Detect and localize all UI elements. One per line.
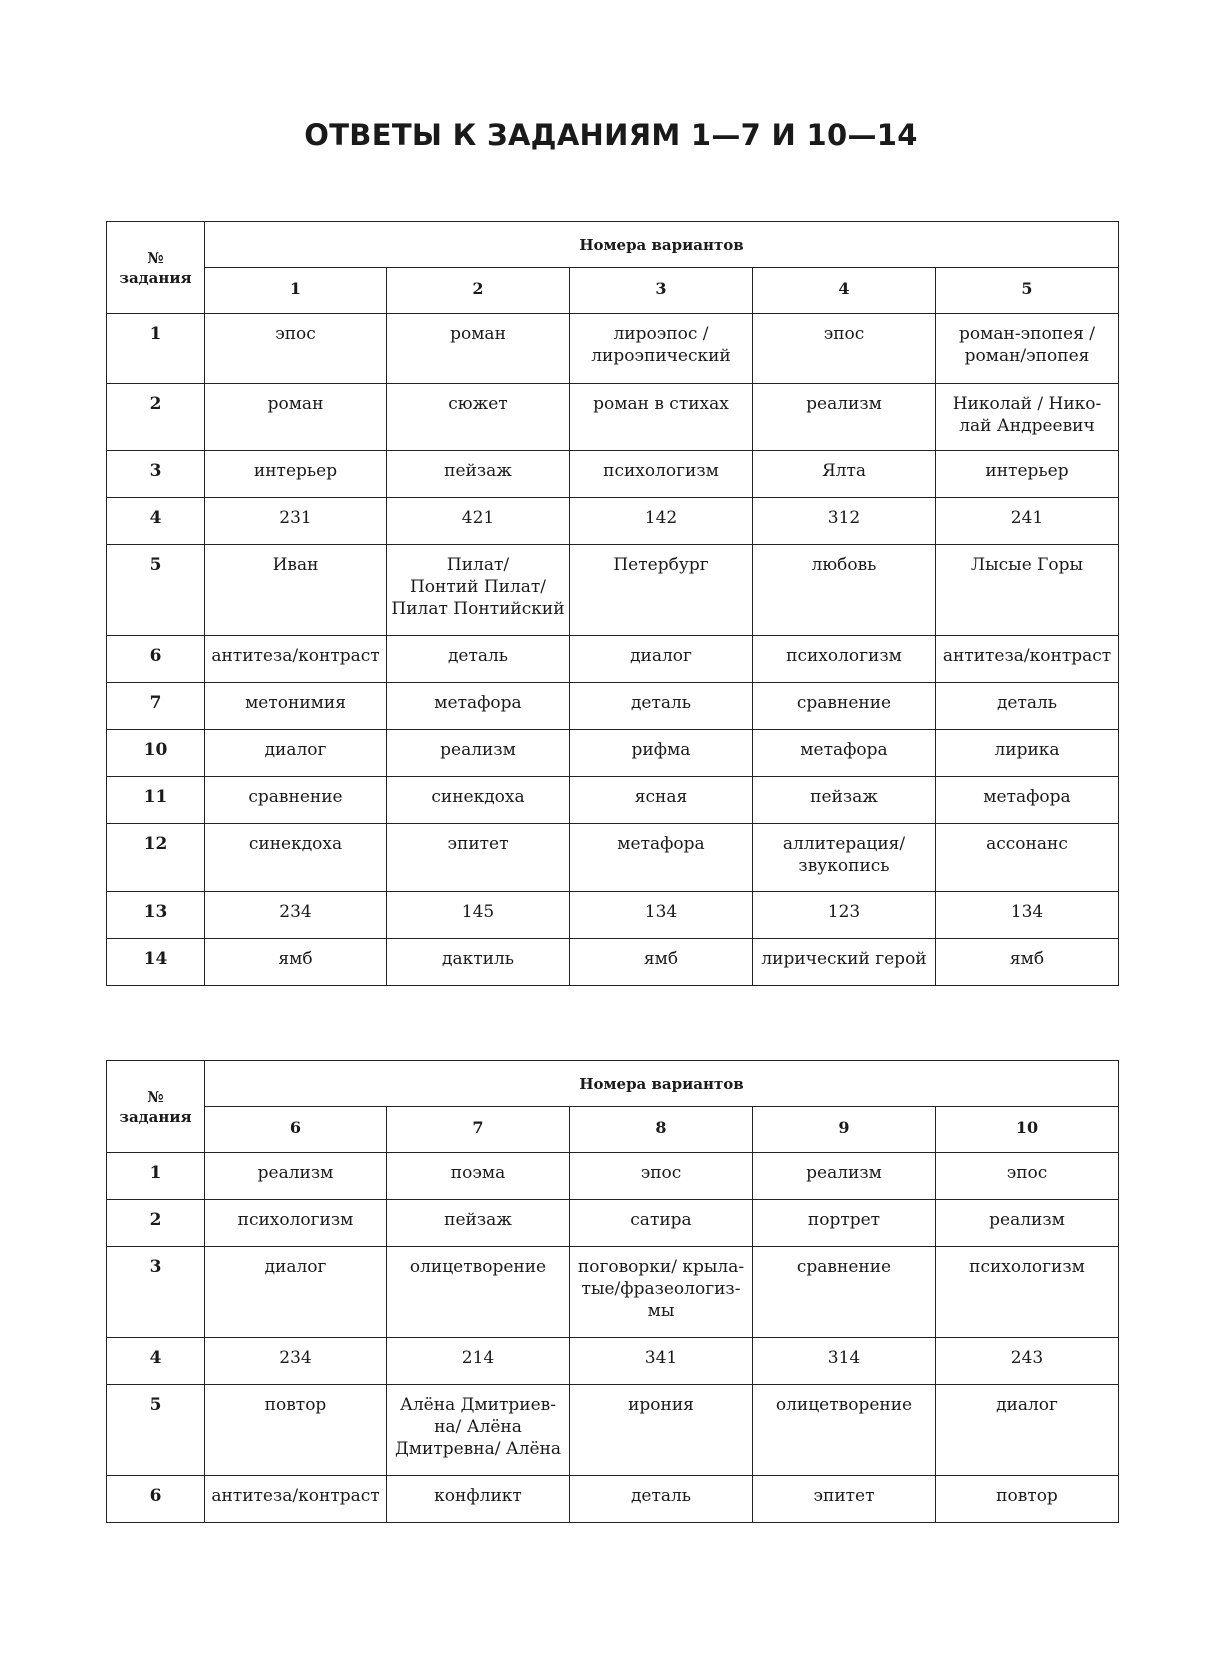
answer-cell <box>936 1247 1119 1338</box>
answer-cell <box>936 824 1119 892</box>
answer-text: Дмитревна/ Алёна <box>394 1439 562 1459</box>
answer-row <box>107 1200 1119 1247</box>
answer-text: синекдоха <box>248 834 343 854</box>
answer-text: деталь <box>630 693 692 713</box>
answer-text: Петербург <box>613 555 709 575</box>
answer-text: Николай / Нико- <box>952 394 1102 414</box>
answer-text: лай Андреевич <box>959 416 1095 436</box>
variants-group-header: Номера вариантов <box>205 222 1119 268</box>
answer-cell <box>205 1476 387 1523</box>
task-label: задания <box>119 268 192 287</box>
answer-cell <box>387 1247 570 1338</box>
answer-row <box>107 1385 1119 1476</box>
answer-text: повтор <box>996 1486 1058 1506</box>
answer-row <box>107 730 1119 777</box>
answer-text: 341 <box>644 1348 678 1368</box>
answer-cell <box>205 384 387 451</box>
variant-numbers-row <box>107 268 1119 314</box>
answer-cell <box>753 314 936 384</box>
answer-cell <box>387 314 570 384</box>
answer-cell <box>753 636 936 683</box>
answer-cell <box>936 1153 1119 1200</box>
answer-cell <box>570 892 753 939</box>
answer-text: психологизм <box>786 646 902 666</box>
group-header-row <box>107 1061 1119 1107</box>
answer-cell <box>936 314 1119 384</box>
answer-text: Пилат Понтийский <box>391 599 565 619</box>
task-number: 10 <box>107 730 205 777</box>
task-number: 12 <box>107 824 205 892</box>
answer-text: сатира <box>630 1210 692 1230</box>
answer-cell <box>936 545 1119 636</box>
variant-number: 10 <box>936 1107 1119 1153</box>
answer-cell <box>936 451 1119 498</box>
answer-cell <box>936 730 1119 777</box>
answer-cell <box>570 1247 753 1338</box>
answer-row <box>107 451 1119 498</box>
answer-cell <box>205 498 387 545</box>
task-number: 13 <box>107 892 205 939</box>
answer-cell <box>570 1153 753 1200</box>
answer-cell <box>753 777 936 824</box>
answer-text: ассонанс <box>986 834 1068 854</box>
answer-cell <box>753 824 936 892</box>
answer-text: эпос <box>1006 1163 1048 1183</box>
answer-cell <box>936 1200 1119 1247</box>
variant-number: 3 <box>570 268 753 314</box>
answer-cell <box>205 730 387 777</box>
variant-number: 2 <box>387 268 570 314</box>
answer-text: метафора <box>434 693 522 713</box>
answer-text: эпитет <box>813 1486 875 1506</box>
answer-text: ямб <box>1009 949 1045 969</box>
answer-cell <box>387 384 570 451</box>
task-number: 1 <box>107 314 205 384</box>
answer-text: дактиль <box>441 949 515 969</box>
answer-row <box>107 777 1119 824</box>
answer-text: синекдоха <box>431 787 525 807</box>
answer-text: лирический герой <box>761 949 927 969</box>
answer-cell <box>936 1476 1119 1523</box>
answer-text: психологизм <box>969 1257 1085 1277</box>
answer-cell <box>936 892 1119 939</box>
answer-text: роман <box>267 394 324 414</box>
answer-cell <box>936 1338 1119 1385</box>
answer-text: эпос <box>275 324 316 344</box>
answer-cell <box>753 1200 936 1247</box>
answer-text: любовь <box>811 555 877 575</box>
answer-text: на/ Алёна <box>434 1417 522 1437</box>
answer-cell <box>205 451 387 498</box>
answer-cell <box>205 1153 387 1200</box>
answer-text: пейзаж <box>444 1210 512 1230</box>
answer-text: Понтий Пилат/ <box>409 577 547 597</box>
task-number-header <box>107 222 205 314</box>
answer-cell <box>570 1200 753 1247</box>
answer-text: психологизм <box>237 1210 354 1230</box>
answer-cell <box>753 683 936 730</box>
answer-text: деталь <box>447 646 509 666</box>
answer-text: роман-эпопея / <box>959 324 1095 344</box>
answer-text: эпитет <box>447 834 509 854</box>
answer-text: звукопись <box>798 856 890 876</box>
answer-row <box>107 892 1119 939</box>
answer-text: повтор <box>264 1395 327 1415</box>
answer-text: Пилат/ <box>446 555 510 575</box>
answer-text: 421 <box>461 508 495 528</box>
answer-text: Ялта <box>821 461 867 481</box>
answer-cell <box>387 777 570 824</box>
answer-text: интерьер <box>985 461 1069 481</box>
answer-text: метафора <box>983 787 1071 807</box>
variant-number: 8 <box>570 1107 753 1153</box>
answer-cell <box>570 683 753 730</box>
answer-text: 231 <box>279 508 312 528</box>
answer-cell <box>753 384 936 451</box>
answer-cell <box>753 451 936 498</box>
answer-cell <box>753 1476 936 1523</box>
answer-text: 214 <box>461 1348 495 1368</box>
answer-cell <box>936 1385 1119 1476</box>
variant-number: 9 <box>753 1107 936 1153</box>
answer-text: интерьер <box>253 461 338 481</box>
answer-cell <box>570 545 753 636</box>
answer-text: 134 <box>1010 902 1044 922</box>
answer-text: 243 <box>1010 1348 1044 1368</box>
answer-cell <box>570 730 753 777</box>
answer-cell <box>387 824 570 892</box>
task-number: 14 <box>107 939 205 986</box>
answer-cell <box>753 730 936 777</box>
answer-text: эпос <box>640 1163 682 1183</box>
answer-cell <box>936 498 1119 545</box>
answer-cell <box>387 1153 570 1200</box>
answer-cell <box>205 892 387 939</box>
answer-text: реализм <box>440 740 516 760</box>
variants-group-header: Номера вариантов <box>205 1061 1119 1107</box>
page-title: ОТВЕТЫ К ЗАДАНИЯМ 1—7 И 10—14 <box>304 118 918 152</box>
answer-text: сравнение <box>796 1257 892 1277</box>
answer-text: сравнение <box>248 787 343 807</box>
answer-text: ямб <box>278 949 313 969</box>
answer-cell <box>570 498 753 545</box>
answer-row <box>107 824 1119 892</box>
answer-text: диалог <box>264 1257 327 1277</box>
task-number: 11 <box>107 777 205 824</box>
answer-text: роман/эпопея <box>964 346 1090 366</box>
answer-cell <box>387 1338 570 1385</box>
answer-cell <box>570 1338 753 1385</box>
task-number: 3 <box>107 451 205 498</box>
answer-cell <box>205 939 387 986</box>
answer-text: аллитерация/ <box>782 834 906 854</box>
answer-text: психологизм <box>603 461 719 481</box>
answer-text: 123 <box>827 902 861 922</box>
answer-text: 314 <box>827 1348 861 1368</box>
variant-number: 6 <box>205 1107 387 1153</box>
task-number: 1 <box>107 1153 205 1200</box>
answer-cell <box>205 777 387 824</box>
variant-number: 4 <box>753 268 936 314</box>
answer-cell <box>387 498 570 545</box>
answer-cell <box>387 730 570 777</box>
answer-text: антитеза/контраст <box>211 1486 380 1506</box>
answer-row <box>107 1338 1119 1385</box>
answer-text: поговорки/ крыла- <box>577 1257 745 1277</box>
answer-text: деталь <box>630 1486 692 1506</box>
answer-text: реализм <box>989 1210 1065 1230</box>
answer-text: эпос <box>823 324 865 344</box>
answer-text: реализм <box>806 394 882 414</box>
answer-row <box>107 384 1119 451</box>
answer-text: ямб <box>643 949 679 969</box>
answer-cell <box>570 939 753 986</box>
answer-cell <box>936 683 1119 730</box>
answer-text: конфликт <box>434 1486 522 1506</box>
answer-text: 142 <box>644 508 678 528</box>
answer-text: сравнение <box>796 693 892 713</box>
answer-text: олицетворение <box>775 1395 913 1415</box>
task-number: 5 <box>107 1385 205 1476</box>
answer-text: деталь <box>996 693 1058 713</box>
answer-row <box>107 939 1119 986</box>
answer-cell <box>936 777 1119 824</box>
answer-text: мы <box>647 1301 675 1321</box>
number-sign: № <box>147 1087 164 1106</box>
answer-text: рифма <box>631 740 691 760</box>
answer-text: метафора <box>800 740 888 760</box>
answer-text: антитеза/контраст <box>942 646 1112 666</box>
task-number: 2 <box>107 1200 205 1247</box>
task-number-header <box>107 1061 205 1153</box>
answer-text: Лысые Горы <box>970 555 1084 575</box>
answer-text: лироэпос / <box>613 324 709 344</box>
answer-cell <box>205 636 387 683</box>
answer-text: антитеза/контраст <box>211 646 380 666</box>
answer-text: Алёна Дмитриев- <box>400 1395 556 1415</box>
answer-text: портрет <box>807 1210 881 1230</box>
answer-row <box>107 498 1119 545</box>
answer-cell <box>387 892 570 939</box>
answer-text: ирония <box>628 1395 694 1415</box>
answer-text: олицетворение <box>409 1257 547 1277</box>
answer-text: 145 <box>461 902 495 922</box>
answer-cell <box>753 892 936 939</box>
answer-cell <box>936 939 1119 986</box>
answer-text: диалог <box>996 1395 1058 1415</box>
number-sign: № <box>147 248 164 267</box>
task-number: 5 <box>107 545 205 636</box>
answer-text: Иван <box>272 555 319 575</box>
task-number: 3 <box>107 1247 205 1338</box>
answer-text: диалог <box>264 740 327 760</box>
variant-number: 1 <box>205 268 387 314</box>
task-number: 2 <box>107 384 205 451</box>
answer-cell <box>570 636 753 683</box>
answer-cell <box>753 1247 936 1338</box>
variant-numbers-row <box>107 1107 1119 1153</box>
answer-row <box>107 314 1119 384</box>
answer-text: лироэпический <box>591 346 731 366</box>
variant-number: 7 <box>387 1107 570 1153</box>
answer-cell <box>205 314 387 384</box>
answer-text: 312 <box>827 508 861 528</box>
answer-text: 241 <box>1010 508 1044 528</box>
answers-table-variants-6-10 <box>106 1060 1119 1523</box>
answer-text: реализм <box>257 1163 334 1183</box>
answer-cell <box>753 545 936 636</box>
answer-cell <box>205 545 387 636</box>
answer-cell <box>753 498 936 545</box>
answer-row <box>107 545 1119 636</box>
answer-cell <box>753 1385 936 1476</box>
answer-text: диалог <box>630 646 692 666</box>
answer-cell <box>387 1476 570 1523</box>
answer-cell <box>387 636 570 683</box>
answer-row <box>107 1153 1119 1200</box>
answer-cell <box>205 683 387 730</box>
answer-text: 234 <box>279 1348 312 1368</box>
answer-cell <box>205 1200 387 1247</box>
answer-text: реализм <box>806 1163 882 1183</box>
task-number: 4 <box>107 1338 205 1385</box>
answer-text: пейзаж <box>810 787 878 807</box>
answer-cell <box>570 384 753 451</box>
answer-text: метафора <box>617 834 705 854</box>
answer-cell <box>753 1338 936 1385</box>
answers-table-variants-1-5 <box>106 221 1119 986</box>
task-number: 4 <box>107 498 205 545</box>
answer-cell <box>753 1153 936 1200</box>
variant-number: 5 <box>936 268 1119 314</box>
answer-cell <box>387 1385 570 1476</box>
answer-cell <box>570 777 753 824</box>
answer-text: 234 <box>279 902 312 922</box>
answer-cell <box>753 939 936 986</box>
answer-text: роман в стихах <box>593 394 729 414</box>
answer-cell <box>570 1476 753 1523</box>
answer-text: 134 <box>644 902 678 922</box>
answer-text: пейзаж <box>444 461 512 481</box>
task-label: задания <box>119 1107 192 1126</box>
task-number: 6 <box>107 1476 205 1523</box>
answer-cell <box>570 451 753 498</box>
answer-cell <box>570 1385 753 1476</box>
task-number: 6 <box>107 636 205 683</box>
answer-cell <box>387 545 570 636</box>
answer-text: тые/фразеологиз- <box>581 1279 741 1299</box>
answer-cell <box>387 683 570 730</box>
answer-text: сюжет <box>448 394 508 414</box>
answer-text: роман <box>450 324 506 344</box>
answer-cell <box>570 314 753 384</box>
answer-cell <box>205 1385 387 1476</box>
answer-cell <box>387 451 570 498</box>
answer-row <box>107 683 1119 730</box>
answer-cell <box>205 1247 387 1338</box>
answer-text: лирика <box>994 740 1060 760</box>
answer-text: ясная <box>634 787 688 807</box>
answer-cell <box>570 824 753 892</box>
answer-text: метонимия <box>245 693 346 713</box>
answer-cell <box>387 939 570 986</box>
task-number: 7 <box>107 683 205 730</box>
answer-row <box>107 636 1119 683</box>
answer-cell <box>205 824 387 892</box>
answer-cell <box>205 1338 387 1385</box>
answer-text: поэма <box>450 1163 506 1183</box>
answer-cell <box>387 1200 570 1247</box>
group-header-row <box>107 222 1119 268</box>
answer-cell <box>936 636 1119 683</box>
answer-row <box>107 1476 1119 1523</box>
answer-row <box>107 1247 1119 1338</box>
answer-cell <box>936 384 1119 451</box>
